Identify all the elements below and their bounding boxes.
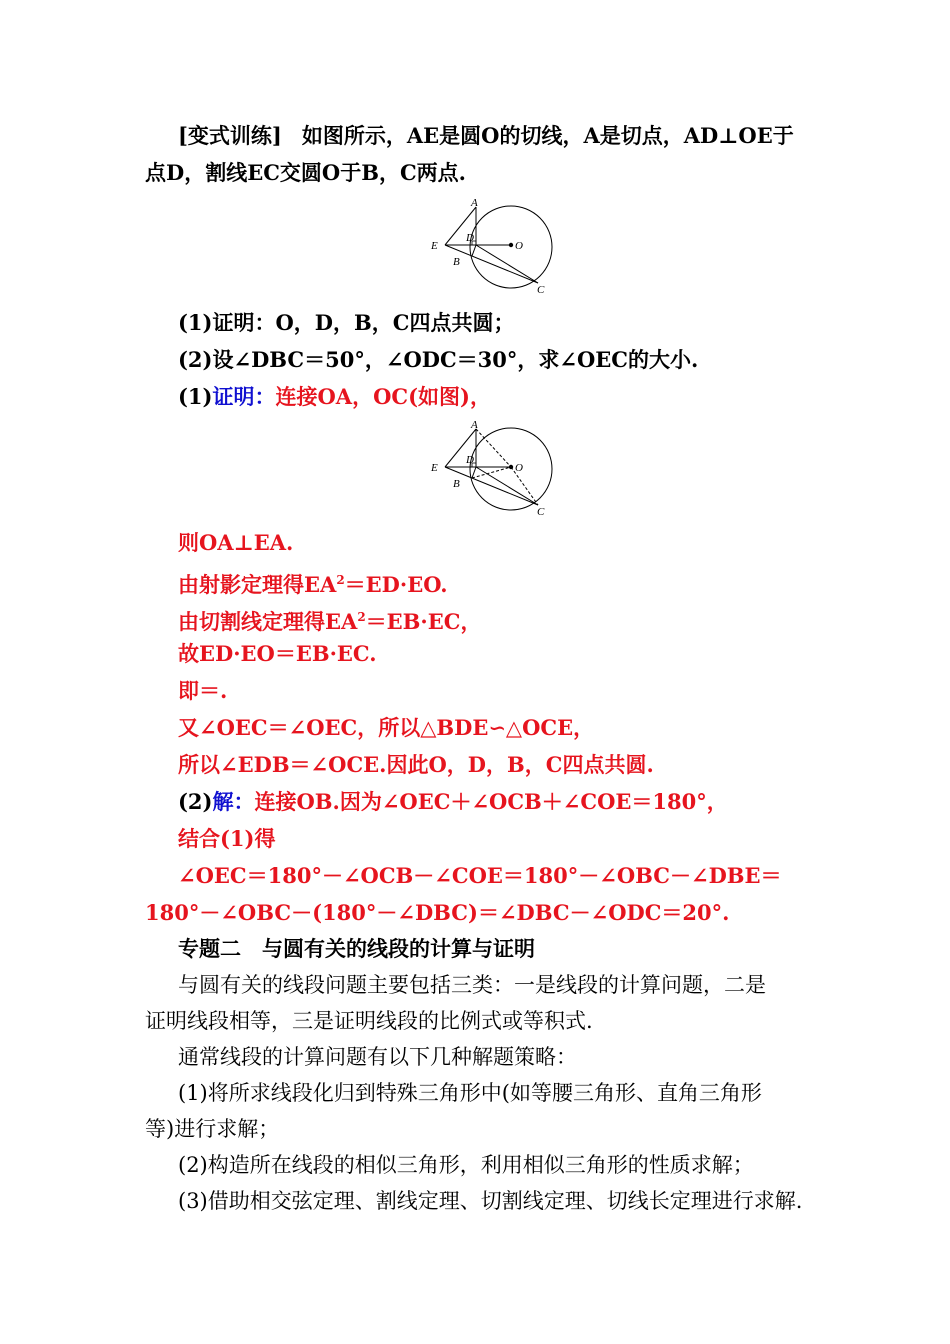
solution-1-prefix: (1) [178,384,213,409]
label-D-2: D [466,454,474,466]
exercise-text-1: 如图所示，AE是圆O的切线，A是切点，AD⊥OE于 [301,123,794,148]
solution-1-keyword: 证明： [212,384,276,409]
label-E-2: E [431,462,438,474]
exercise-label: [变式训练] [178,123,282,148]
topic-paragraph-2: 通常线段的计算问题有以下几种解题策略： [178,1045,577,1069]
solution-line-8: 结合(1)得 [178,826,276,851]
topic-item-2: (2)构造所在线段的相似三角形，利用相似三角形的性质求解； [178,1153,754,1177]
exercise-line-1 [178,121,794,151]
solution-line-2 [178,565,448,600]
solution-line-10: 180°－∠OBC－(180°－∠DBC)＝∠DBC－∠ODC＝20°. [145,900,730,925]
exercise-line-2: 点D，割线EC交圆O于B，C两点. [145,160,466,185]
solution-line-6: 又∠OEC＝∠OEC，所以△BDE∽△OCE， [178,715,595,740]
question-2: (2)设∠DBC＝50°，∠ODC＝30°，求∠OEC的大小. [178,347,699,372]
solution-line-2a: 由射影定理得EA [178,572,337,597]
solution-line-5: 即＝. [178,678,228,703]
label-B: B [453,256,460,268]
solution-2-text: 连接OB.因为∠OEC＋∠OCB＋∠COE＝180°， [254,789,728,814]
superscript-2: 2 [336,573,345,587]
label-C: C [537,284,545,296]
topic-title: 专题二 与圆有关的线段的计算与证明 [178,936,535,961]
solution-2-heading [178,787,728,817]
question-1: (1)证明：O，D，B，C四点共圆； [178,310,515,335]
label-C-2: C [537,506,545,518]
topic-item-3: (3)借助相交弦定理、割线定理、切割线定理、切线长定理进行求解. [178,1189,803,1213]
topic-paragraph-1b: 证明线段相等，三是证明线段的比例式或等积式. [145,1009,593,1033]
circle-figure-2 [420,420,570,520]
topic-item-1b: 等)进行求解； [145,1117,280,1141]
label-O-2: O [515,462,523,474]
solution-line-2b: ＝ED·EO. [344,572,448,597]
solution-line-3 [178,602,481,637]
label-D: D [466,232,474,244]
topic-paragraph-1a: 与圆有关的线段问题主要包括三类：一是线段的计算问题，二是 [178,973,766,997]
solution-line-9: ∠OEC＝180°－∠OCB－∠COE＝180°－∠OBC－∠DBE＝ [178,863,782,888]
solution-1-heading [178,382,491,412]
solution-2-keyword: 解： [212,789,255,814]
solution-1-text: 连接OA，OC(如图)， [275,384,491,409]
circle-figure-1 [420,198,570,298]
label-E: E [431,240,438,252]
solution-line-4: 故ED·EO＝EB·EC. [178,641,377,666]
label-O: O [515,240,523,252]
solution-2-prefix: (2) [178,789,213,814]
label-A-2: A [471,420,478,431]
solution-line-7: 所以∠EDB＝∠OCE.因此O，D，B，C四点共圆. [178,752,654,777]
solution-line-1: 则OA⊥EA. [178,530,294,555]
topic-item-1a: (1)将所求线段化归到特殊三角形中(如等腰三角形、直角三角形 [178,1081,762,1105]
label-B-2: B [453,478,460,490]
label-A: A [471,198,478,209]
solution-line-3b: ＝EB·EC， [365,609,482,634]
superscript-2b: 2 [357,610,366,624]
solution-line-3a: 由切割线定理得EA [178,609,358,634]
